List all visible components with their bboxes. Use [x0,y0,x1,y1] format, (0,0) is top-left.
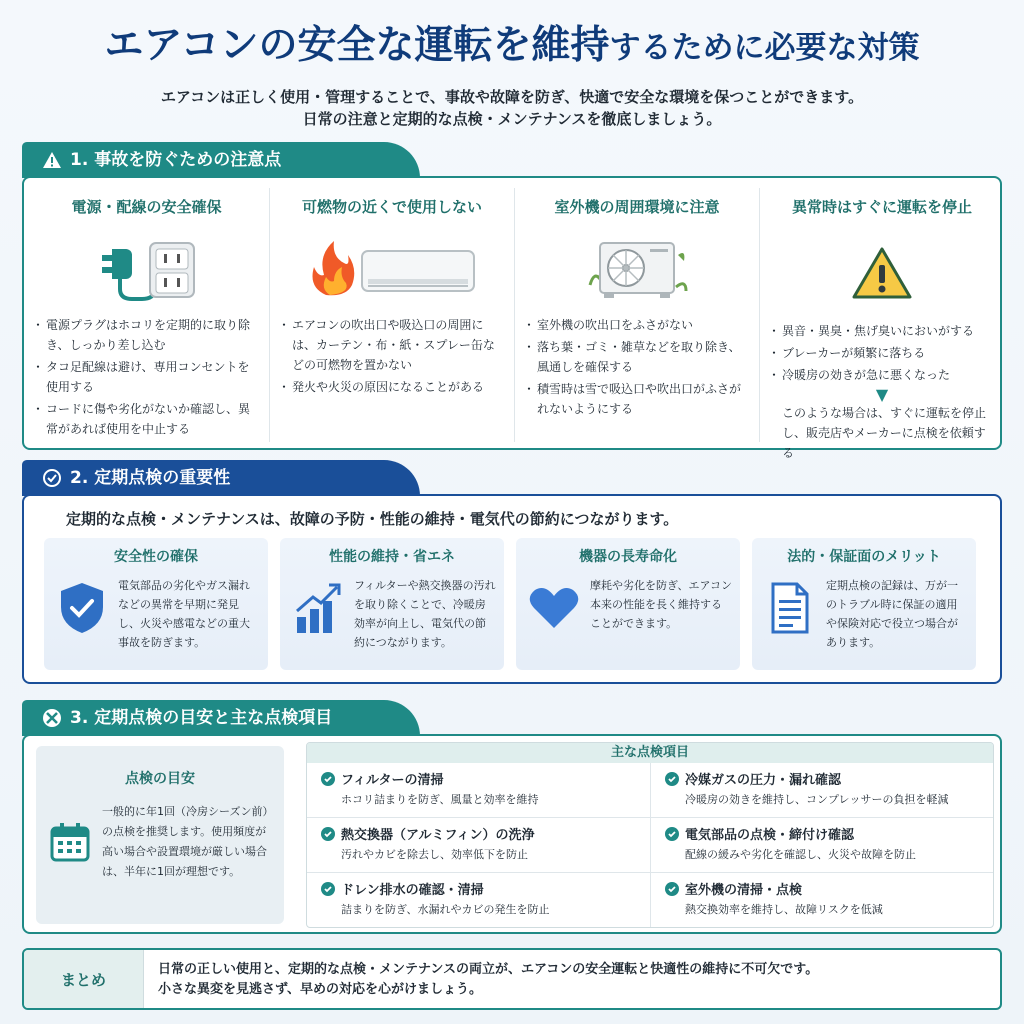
item-desc: ホコリ詰まりを防ぎ、風量と効率を維持 [341,793,539,806]
card-title: 法的・保証面のメリット [787,549,941,565]
column-title: 室外機の周囲環境に注意 [554,198,720,216]
inspection-guide [36,746,284,924]
list-item: ・ コードに傷や劣化がないか確認し、異常があれば使用を中止する [46,399,255,439]
item-title: 熱交換器（アルミフィン）の洗浄 [341,828,535,843]
item-title: フィルターの清掃 [341,773,444,788]
card-title: 機器の長寿命化 [579,549,677,565]
inspection-item [650,763,993,818]
benefit-card [516,538,740,670]
calendar-icon [48,802,92,882]
card-text: 摩耗や劣化を防ぎ、エアコン本来の性能を長く維持することができます。 [590,579,733,630]
section3-tab [22,700,420,736]
section2-title: 2. 定期点検の重要性 [70,468,231,488]
section1-panel [22,176,1002,460]
item-desc: 詰まりを防ぎ、水漏れやカビの発生を防止 [341,903,550,916]
card-title: 性能の維持・省エネ [329,549,455,565]
guide-text: 一般的に年1回（冷房シーズン前）の点検を推奨します。使用頻度が高い場合や設置環境が厳しい場合は、半年に1回が理想です。 [102,805,274,878]
page-title [0,14,1024,70]
summary-text [158,960,818,1000]
list-item: ・ 落ち葉・ゴミ・雑草などを取り除き、風通しを確保する [537,337,745,377]
inspection-item [307,873,650,928]
item-desc: 熱交換効率を維持し、故障リスクを低減 [685,903,883,916]
page-title-tail: するために必要な対策 [609,30,920,66]
accident-list [515,315,759,419]
item-title: ドレン排水の確認・清掃 [341,883,484,898]
intro-line: エアコンは正しく使用・管理することで、事故や故障を防ぎ、快適で安全な環境を保つことができます。 [160,88,864,106]
inspection-item [650,873,993,928]
growth-chart-icon [290,576,346,640]
check-icon [665,882,679,896]
check-icon [665,772,679,786]
accident-list [24,315,269,439]
section3-title: 3. 定期点検の目安と主な点検項目 [70,708,333,728]
outdoor-unit-icon [515,225,759,315]
accident-list [270,315,514,397]
fire-aircon-icon [270,225,514,315]
section1-title: 1. 事故を防ぐための注意点 [70,150,282,170]
card-text: 電気部品の劣化やガス漏れなどの異常を早期に発見し、火災や感電などの重大事故を防ぎます。 [118,579,250,649]
check-icon [321,882,335,896]
accident-column [24,188,269,442]
page-title-main: エアコンの安全な運転を維持 [104,23,610,68]
accident-list [760,321,1004,385]
document-icon [762,576,818,640]
benefit-card [752,538,976,670]
accident-column [269,188,514,442]
card-title: 安全性の確保 [114,549,198,565]
inspection-items [306,742,994,928]
list-item: ・ 発火や火災の原因になることがある [292,377,500,397]
summary-label: まとめ [24,950,144,1008]
guide-title: 点検の目安 [125,771,195,787]
inspection-item [650,818,993,873]
plug-outlet-icon [24,225,269,315]
down-arrow-icon: ▼ [875,385,889,404]
intro-text [0,86,1024,130]
list-item: ・ 電源プラグはホコリを定期的に取り除き、しっかり差し込む [46,315,255,355]
accident-column [514,188,759,442]
column-title: 可燃物の近くで使用しない [301,198,482,216]
benefit-card [44,538,268,670]
inspection-item [307,763,650,818]
heart-icon [526,576,582,640]
list-item: ・ ブレーカーが頻繁に落ちる [782,343,990,363]
item-desc: 冷暖房の効きを維持し、コンプレッサーの負担を軽減 [685,793,949,806]
card-text: フィルターや熱交換器の汚れを取り除くことで、冷暖房効率が向上し、電気代の節約につながります。 [354,579,496,649]
check-icon [665,827,679,841]
summary-line: 小さな異変を見逃さず、早めの対応を心がけましょう。 [158,982,482,997]
summary-box [22,948,1002,1010]
list-item: ・ 冷暖房の効きが急に悪くなった [782,365,990,385]
intro-line: 日常の注意と定期的な点検・メンテナンスを徹底しましょう。 [302,110,722,128]
card-text: 定期点検の記録は、万が一のトラブル時に保証の適用や保険対応で役立つ場合があります。 [826,579,958,649]
column-title: 異常時はすぐに運転を停止 [791,198,972,216]
list-item: ・ 室外機の吹出口をふさがない [537,315,745,335]
section2-panel [22,494,1002,684]
check-circle-icon [42,468,62,488]
section2-lead: 定期的な点検・メンテナンスは、故障の予防・性能の維持・電気代の節約につながります。 [66,510,679,528]
benefit-card [280,538,504,670]
section2-tab [22,460,420,496]
item-title: 冷媒ガスの圧力・漏れ確認 [685,773,842,788]
warning-triangle-icon [42,150,62,170]
check-icon [321,827,335,841]
item-title: 室外機の清掃・点検 [685,883,803,898]
item-desc: 汚れやカビを除去し、効率低下を防止 [341,848,528,861]
summary-line: 日常の正しい使用と、定期的な点検・メンテナンスの両立が、エアコンの安全運転と快適性の維持に不可欠です。 [158,962,819,977]
list-item: ・ 積雪時は雪で吸込口や吹出口がふさがれないようにする [537,379,745,419]
column-title: 電源・配線の安全確保 [71,198,222,216]
action-note: このような場合は、すぐに運転を停止し、販売店やメーカーに点検を依頼する [782,406,987,460]
accident-column [759,188,1004,460]
list-item: ・ 異音・異臭・焦げ臭いにおいがする [782,321,990,341]
shield-check-icon [54,576,110,640]
section1-tab [22,142,420,178]
check-icon [321,772,335,786]
item-desc: 配線の緩みや劣化を確認し、火災や故障を防止 [685,848,916,861]
list-item: ・ タコ足配線は避け、専用コンセントを使用する [46,357,255,397]
inspection-item [307,818,650,873]
items-heading: 主な点検項目 [307,743,993,763]
tools-icon [42,708,62,728]
warning-icon [760,225,1004,321]
section3-panel [22,734,1002,934]
item-title: 電気部品の点検・締付け確認 [685,828,855,843]
list-item: ・ エアコンの吹出口や吸込口の周囲には、カーテン・布・紙・スプレー缶などの可燃物を置かない [292,315,500,375]
